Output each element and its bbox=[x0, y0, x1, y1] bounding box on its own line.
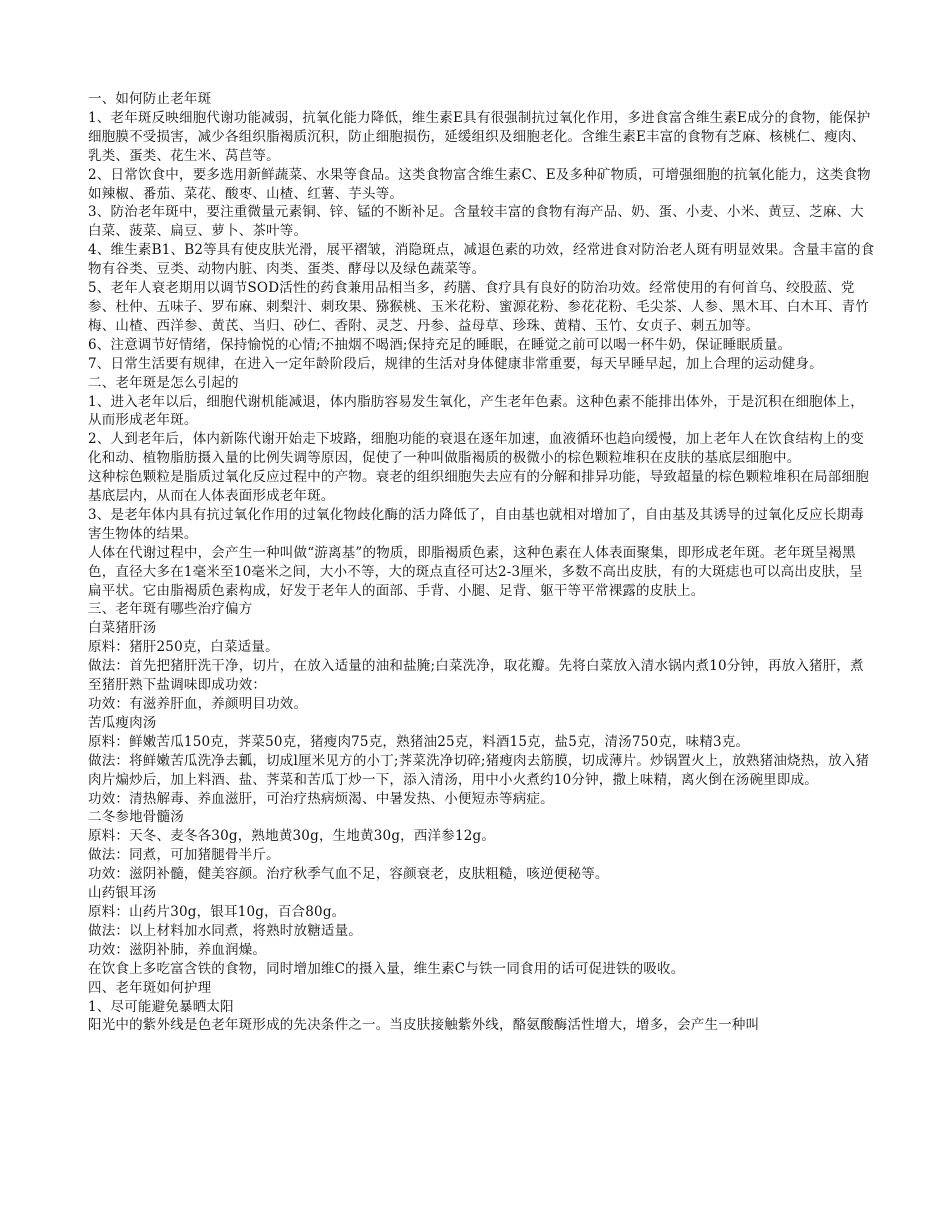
section-heading: 二、老年斑是怎么引起的 bbox=[88, 374, 239, 391]
paragraph: 1、老年斑反映细胞代谢功能减弱，抗氧化能力降低，维生素E具有很强制抗过氧化作用，多进食富含维生素E成分的食物，能保护细胞膜不受损害，减少各组织脂褐质沉积，防止细胞损伤，延缓组织及细胞老化。含维生素E丰富的食物有芝麻、核桃仁、瘦肉、乳类、蛋类、花生米、莴苣等。 bbox=[88, 109, 871, 164]
recipe-ingredients: 原料：天冬、麦冬各30g，熟地黄30g，生地黄30g，西洋参12g。 bbox=[88, 828, 496, 845]
recipe-method: 做法：以上材料加水同煮，将熟时放糖适量。 bbox=[88, 922, 362, 939]
recipe-effect: 功效：滋阴补肺，养血润燥。 bbox=[88, 941, 267, 958]
paragraph: 人体在代谢过程中，会产生一种叫做“游离基”的物质，即脂褐质色素，这种色素在人体表面聚集，即形成老年斑。老年斑呈褐黑色，直径大多在1毫米至10毫米之间，大小不等，大的斑点直径可达2-3厘米，多数不高出皮肤，有的大斑痣也可以高出皮肤，呈扁平状。它由脂褐质色素构成，好发于老年人的面部、手背、小腿、足背、躯干等平常裸露的皮肤上。 bbox=[88, 544, 863, 599]
recipe-ingredients: 原料：鲜嫩苦瓜150克，荠菜50克，猪瘦肉75克，熟猪油25克，料酒15克，盐5克，清汤750克，味精3克。 bbox=[88, 733, 750, 750]
subsection-heading: 1、尽可能避免暴晒太阳 bbox=[88, 998, 234, 1015]
paragraph: 3、防治老年斑中，要注重微量元素铜、锌、锰的不断补足。含量较丰富的食物有海产品、奶、蛋、小麦、小米、黄豆、芝麻、大白菜、菠菜、扁豆、萝卜、茶叶等。 bbox=[88, 204, 864, 240]
recipe-title: 二冬参地骨髓汤 bbox=[88, 809, 184, 826]
section-heading: 四、老年斑如何护理 bbox=[88, 979, 212, 996]
paragraph: 2、日常饮食中，要多选用新鲜蔬菜、水果等食品。这类食物富含维生素C、E及多种矿物质，可增强细胞的抗氧化能力，这类食物如辣椒、番茄、菜花、酸枣、山楂、红薯、芋头等。 bbox=[88, 166, 871, 202]
recipe-method: 做法：首先把猪肝洗干净，切片，在放入适量的油和盐腌;白菜洗净，取花瓣。先将白菜放入清水锅内煮10分钟，再放入猪肝，煮至猪肝熟下盐调味即成功效： bbox=[88, 658, 864, 694]
paragraph: 6、注意调节好情绪，保持愉悦的心情;不抽烟不喝酒;保持充足的睡眠，在睡觉之前可以喝一杯牛奶，保证睡眠质量。 bbox=[88, 336, 792, 353]
paragraph: 这种棕色颗粒是脂质过氧化反应过程中的产物。衰老的组织细胞失去应有的分解和排异功能，导致超量的棕色颗粒堆积在局部细胞基底层内，从而在人体表面形成老年斑。 bbox=[88, 469, 869, 505]
paragraph: 3、是老年体内具有抗过氧化作用的过氧化物歧化酶的活力降低了，自由基也就相对增加了，自由基及其诱导的过氧化反应长期毒害生物体的结果。 bbox=[88, 506, 864, 542]
recipe-title: 苦瓜瘦肉汤 bbox=[88, 714, 157, 731]
paragraph: 5、老年人衰老期用以调节SOD活性的药食兼用品相当多，药膳、食疗具有良好的防治功效。经常使用的有何首乌、绞股蓝、党参、杜仲、五味子、罗布麻、刺梨汁、刺玫果、猕猴桃、玉米花粉、蜜源花粉、参花花粉、毛尖茶、人参、黑木耳、白木耳、青竹梅、山楂、西洋参、黄芪、当归、砂仁、香附、灵芝、丹参、益母草、珍珠、黄精、玉竹、女贞子、刺五加等。 bbox=[88, 280, 869, 334]
recipe-effect: 功效：滋阴补髓，健美容颜。治疗秋季气血不足，容颜衰老，皮肤粗糙，咳逆便秘等。 bbox=[88, 866, 609, 883]
paragraph: 阳光中的紫外线是色老年斑形成的先决条件之一。当皮肤接触紫外线，酪氨酸酶活性增大，增多，会产生一种叫 bbox=[88, 1017, 760, 1034]
document-body bbox=[88, 90, 876, 1035]
recipe-effect: 功效：有滋养肝血，养颜明目功效。 bbox=[88, 696, 308, 712]
paragraph: 2、人到老年后，体内新陈代谢开始走下坡路，细胞功能的衰退在逐年加速，血液循环也趋向缓慢，加上老年人在饮食结构上的变化和动、植物脂肪摄入量的比例失调等原因，促使了一种叫做脂褐质的极微小的棕色颗粒堆积在皮肤的基底层细胞中。 bbox=[88, 431, 864, 467]
recipe-method: 做法：将鲜嫩苦瓜洗净去瓤，切成l厘米见方的小丁;荠菜洗净切碎;猪瘦肉去筋膜，切成薄片。炒锅置火上，放熟猪油烧热，放入猪肉片煸炒后，加上料酒、盐、荠菜和苦瓜丁炒一下，添入清汤，用中小火煮约10分钟，撒上味精，离火倒在汤碗里即成。 bbox=[88, 752, 870, 788]
recipe-title: 白菜猪肝汤 bbox=[88, 620, 157, 637]
recipe-effect: 功效：清热解毒、养血滋肝，可治疗热病烦渴、中暑发热、小便短赤等病症。 bbox=[88, 790, 554, 807]
paragraph: 1、进入老年以后，细胞代谢机能减退，体内脂肪容易发生氧化，产生老年色素。这种色素不能排出体外，于是沉积在细胞体上，从而形成老年斑。 bbox=[88, 393, 864, 429]
recipe-ingredients: 原料：山药片30g，银耳10g，百合80g。 bbox=[88, 903, 346, 920]
section-heading: 三、老年斑有哪些治疗偏方 bbox=[88, 601, 253, 618]
paragraph: 7、日常生活要有规律，在进入一定年龄阶段后，规律的生活对身体健康非常重要，每天早睡早起，加上合理的运动健身。 bbox=[88, 355, 823, 372]
recipe-title: 山药银耳汤 bbox=[88, 885, 157, 902]
paragraph: 在饮食上多吃富含铁的食物，同时增加维C的摄入量，维生素C与铁一同食用的话可促进铁的吸收。 bbox=[88, 960, 685, 977]
recipe-method: 做法：同煮，可加猪腿骨半斤。 bbox=[88, 847, 280, 864]
paragraph: 4、维生素B1、B2等具有使皮肤光滑，展平褶皱，消隐斑点，减退色素的功效，经常进食对防治老人斑有明显效果。含量丰富的食物有谷类、豆类、动物内脏、肉类、蛋类、酵母以及绿色蔬菜等。 bbox=[88, 242, 875, 278]
section-heading: 一、如何防止老年斑 bbox=[88, 91, 212, 107]
recipe-ingredients: 原料：猪肝250克，白菜适量。 bbox=[88, 639, 279, 656]
